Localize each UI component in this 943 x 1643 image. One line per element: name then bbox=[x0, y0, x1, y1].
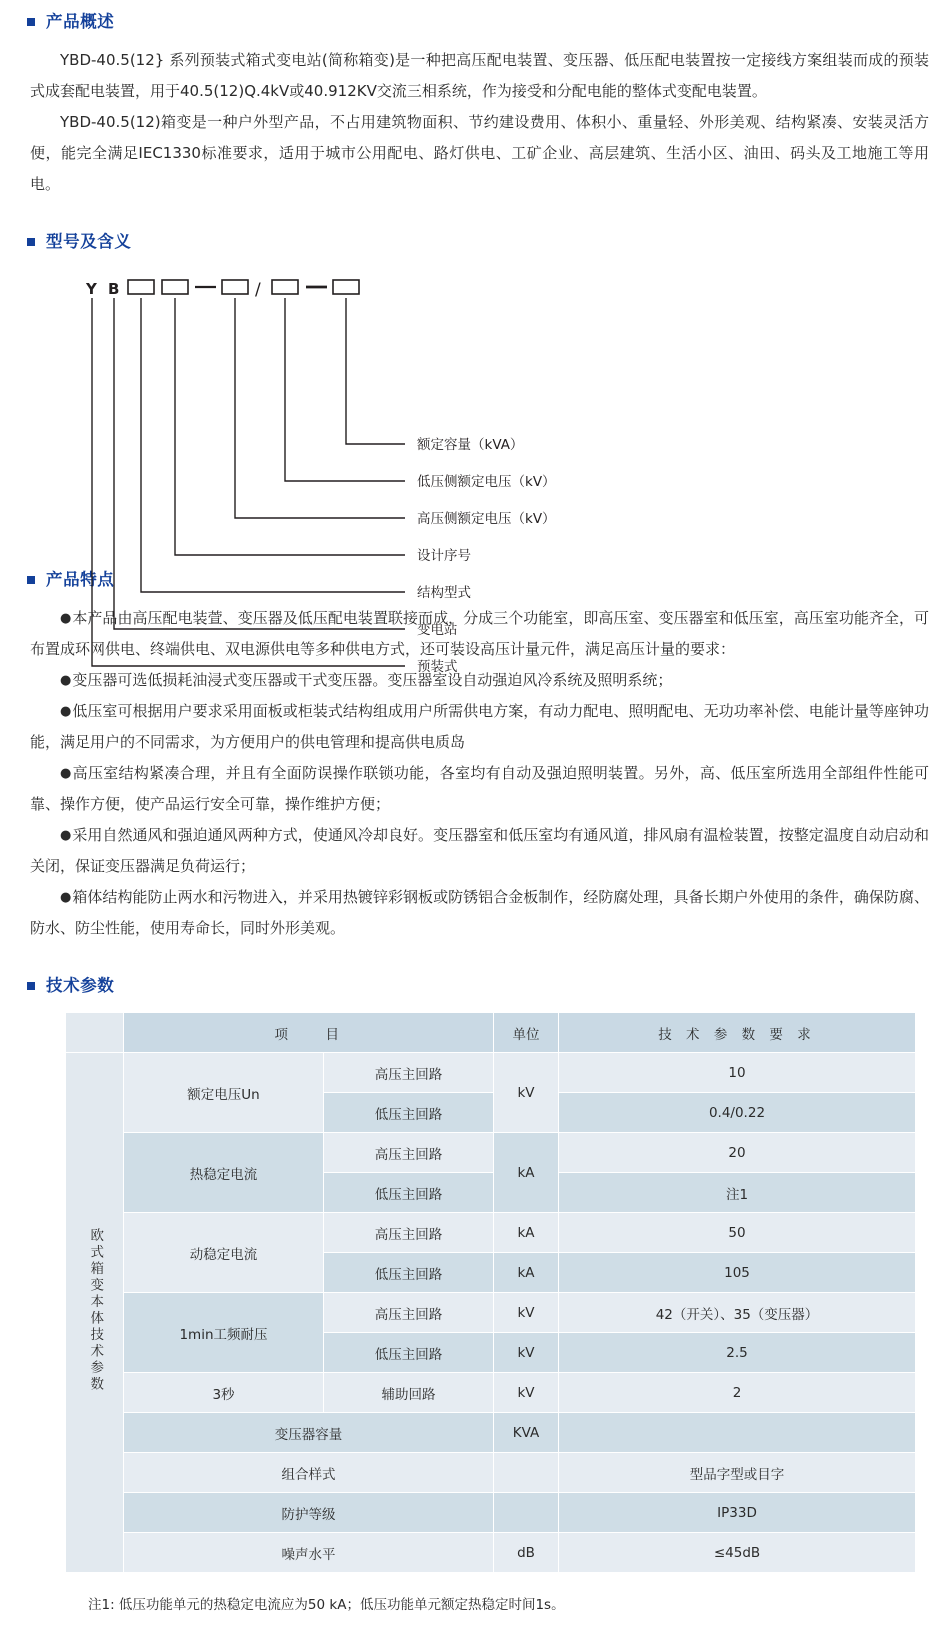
table-footnote: 注1: 低压功能单元的热稳定电流应为50 kA；低压功能单元额定热稳定时间1s。 bbox=[88, 1597, 565, 1613]
square-bullet-icon bbox=[27, 18, 35, 26]
spec-table-container bbox=[0, 1012, 943, 1573]
row-item-label: 动稳定电流 bbox=[124, 1213, 324, 1293]
table-row bbox=[66, 1373, 916, 1413]
row-unit: dB bbox=[494, 1533, 559, 1573]
row-unit: kV bbox=[494, 1373, 559, 1413]
feature-item bbox=[0, 603, 943, 665]
table-row bbox=[66, 1053, 916, 1093]
row-value: 42（开关）、35（变压器） bbox=[559, 1293, 916, 1333]
model-label-lv-voltage: 低压侧额定电压（kV） bbox=[417, 474, 556, 490]
round-bullet-icon: ● bbox=[60, 889, 72, 905]
row-item-label: 热稳定电流 bbox=[124, 1133, 324, 1213]
row-item-label: 噪声水平 bbox=[124, 1533, 494, 1573]
table-row bbox=[66, 1413, 916, 1453]
round-bullet-icon: ● bbox=[60, 765, 72, 781]
table-row bbox=[66, 1493, 916, 1533]
top-spacer bbox=[0, 0, 943, 14]
row-unit: kA bbox=[494, 1253, 559, 1293]
square-bullet-icon bbox=[27, 238, 35, 246]
column-header-requirement: 技 术 参 数 要 求 bbox=[559, 1013, 916, 1053]
square-bullet-icon bbox=[27, 982, 35, 990]
round-bullet-icon: ● bbox=[60, 827, 72, 843]
row-sub-label: 低压主回路 bbox=[324, 1333, 494, 1373]
feature-text: 低压室可根据用户要求采用面板或柜装式结构组成用户所需供电方案，有动力配电、照明配电、无功功率补偿、电能计量等座钟功能，满足用户的不同需求，为方便用户的供电管理和提高供电质岛 bbox=[30, 701, 929, 751]
model-slash: / bbox=[255, 280, 261, 300]
overview-paragraph-2: YBD-40.5(12)箱变是一种户外型产品，不占用建筑物面积、节约建设费用、体积小、重量轻、外形美观、结构紧凑、安装灵活方便，能完全满足IEC1330标准要求，适用于城市公用配电、路灯供电、工矿企业、高层建筑、生活小区、油田、码头及工地施工等用电。 bbox=[30, 112, 929, 193]
overview-paragraph-1: YBD-40.5(12} 系列预装式箱式变电站(简称箱变)是一种把高压配电装置、变压器、低压配电装置按一定接线方案组装而成的预装式成套配电装置，用于40.5(12)Q.4kV或40.912KV交流三相系统，作为接受和分配电能的整体式变配电装置。 bbox=[30, 50, 929, 100]
model-section-spacer bbox=[0, 200, 943, 234]
feature-text: 箱体结构能防止两水和污物进入，并采用热镀锌彩钢板或防锈铝合金板制作，经防腐处理，具备长期户外使用的条件，确保防腐、防水、防尘性能，使用寿命长，同时外形美观。 bbox=[30, 887, 929, 937]
table-row bbox=[66, 1293, 916, 1333]
feature-item bbox=[0, 696, 943, 758]
row-unit: kV bbox=[494, 1293, 559, 1333]
table-row bbox=[66, 1453, 916, 1493]
row-value: 型品字型或目字 bbox=[559, 1453, 916, 1493]
model-box-4 bbox=[272, 280, 298, 294]
model-label-capacity: 额定容量（kVA） bbox=[417, 437, 524, 453]
table-row bbox=[66, 1213, 916, 1253]
feature-text: 本产品由高压配电装萱、变压器及低压配电装置联接而成，分成三个功能室，即高压室、变压器室和低压室，高压室功能齐全，可布置成环网供电、终端供电、双电源供电等多种供电方式，还可装设高压计量元件，满足高压计量的要求： bbox=[30, 608, 929, 658]
row-sub-label: 高压主回路 bbox=[324, 1053, 494, 1093]
model-code-letter-b: B bbox=[108, 280, 120, 298]
side-label-text: 欧式箱变本体技术参数 bbox=[87, 1228, 104, 1393]
table-header-row bbox=[66, 1013, 916, 1053]
row-sub-label: 高压主回路 bbox=[324, 1213, 494, 1253]
row-value: 50 bbox=[559, 1213, 916, 1253]
row-value: ≤45dB bbox=[559, 1533, 916, 1573]
specs-heading-text: 技术参数 bbox=[46, 975, 115, 995]
model-label-substation: 变电站 bbox=[417, 622, 458, 638]
row-sub-label: 高压主回路 bbox=[324, 1293, 494, 1333]
specs-section-spacer bbox=[0, 944, 943, 978]
row-item-label: 1min工频耐压 bbox=[124, 1293, 324, 1373]
model-label-hv-voltage: 高压侧额定电压（kV） bbox=[417, 511, 556, 527]
feature-item bbox=[0, 882, 943, 944]
row-value: 20 bbox=[559, 1133, 916, 1173]
row-unit: KVA bbox=[494, 1413, 559, 1453]
row-item-label: 组合样式 bbox=[124, 1453, 494, 1493]
row-unit: kA bbox=[494, 1213, 559, 1253]
table-row bbox=[66, 1533, 916, 1573]
feature-item bbox=[0, 820, 943, 882]
model-box-2 bbox=[162, 280, 188, 294]
section-heading-overview bbox=[0, 14, 943, 31]
square-bullet-icon bbox=[27, 576, 35, 584]
row-value: IP33D bbox=[559, 1493, 916, 1533]
row-sub-label: 辅助回路 bbox=[324, 1373, 494, 1413]
feature-text: 变压器可选低损耗油浸式变压器或干式变压器。变压器室设自动强迫风冷系统及照明系统； bbox=[72, 670, 673, 689]
model-label-structure: 结构型式 bbox=[417, 585, 471, 601]
row-unit: kV bbox=[494, 1053, 559, 1133]
row-value: 105 bbox=[559, 1253, 916, 1293]
row-item-label: 3秒 bbox=[124, 1373, 324, 1413]
column-header-unit: 单位 bbox=[494, 1013, 559, 1053]
side-header-blank bbox=[66, 1013, 124, 1053]
section-heading-specs bbox=[0, 975, 943, 995]
features-heading-text: 产品特点 bbox=[46, 570, 115, 589]
table-row bbox=[66, 1133, 916, 1173]
feature-item bbox=[0, 665, 943, 696]
overview-heading-spacer bbox=[0, 31, 943, 45]
leader-line-hv-voltage bbox=[235, 298, 405, 518]
column-header-item: 项 目 bbox=[124, 1013, 494, 1053]
feature-item bbox=[0, 758, 943, 820]
row-sub-label: 低压主回路 bbox=[324, 1253, 494, 1293]
row-item-label: 变压器容量 bbox=[124, 1413, 494, 1453]
row-sub-label: 低压主回路 bbox=[324, 1093, 494, 1133]
row-value: 2.5 bbox=[559, 1333, 916, 1373]
row-value: 2 bbox=[559, 1373, 916, 1413]
row-sub-label: 高压主回路 bbox=[324, 1133, 494, 1173]
leader-line-design-no bbox=[175, 298, 405, 555]
leader-line-structure bbox=[141, 298, 405, 592]
row-unit bbox=[494, 1493, 559, 1533]
technical-parameters-table bbox=[65, 1012, 916, 1573]
model-code-letter-y: Y bbox=[86, 280, 97, 298]
leader-line-lv-voltage bbox=[285, 298, 405, 481]
row-value: 注1 bbox=[559, 1173, 916, 1213]
bottom-spacer bbox=[0, 1617, 943, 1643]
row-value bbox=[559, 1413, 916, 1453]
row-item-label: 额定电压Un bbox=[124, 1053, 324, 1133]
row-item-label: 防护等级 bbox=[124, 1493, 494, 1533]
row-unit bbox=[494, 1453, 559, 1493]
model-label-prefab: 预装式 bbox=[417, 659, 458, 675]
model-label-design-no: 设计序号 bbox=[417, 548, 471, 564]
feature-text: 高压室结构紧凑合理，并且有全面防误操作联锁功能，各室均有自动及强迫照明装置。另外，高、低压室所选用全部组件性能可靠、操作方便，使产品运行安全可靠，操作维护方便； bbox=[30, 763, 929, 813]
model-box-1 bbox=[128, 280, 154, 294]
model-box-5 bbox=[333, 280, 359, 294]
round-bullet-icon: ● bbox=[60, 610, 72, 626]
round-bullet-icon: ● bbox=[60, 703, 72, 719]
model-heading-text: 型号及含义 bbox=[46, 231, 132, 251]
model-box-3 bbox=[222, 280, 248, 294]
row-value: 10 bbox=[559, 1053, 916, 1093]
section-heading-model bbox=[0, 231, 943, 251]
round-bullet-icon: ● bbox=[60, 672, 72, 688]
row-sub-label: 低压主回路 bbox=[324, 1173, 494, 1213]
row-unit: kV bbox=[494, 1333, 559, 1373]
feature-text: 采用自然通风和强迫通风两种方式，使通风冷却良好。变压器室和低压室均有通风道，排风扇有温检装置，按整定温度自动启动和关闭，保证变压器满足负荷运行； bbox=[30, 825, 929, 875]
overview-heading-text: 产品概述 bbox=[46, 12, 115, 31]
row-unit: kA bbox=[494, 1133, 559, 1213]
row-value: 0.4/0.22 bbox=[559, 1093, 916, 1133]
leader-line-capacity bbox=[346, 298, 405, 444]
side-vertical-label bbox=[66, 1053, 124, 1573]
